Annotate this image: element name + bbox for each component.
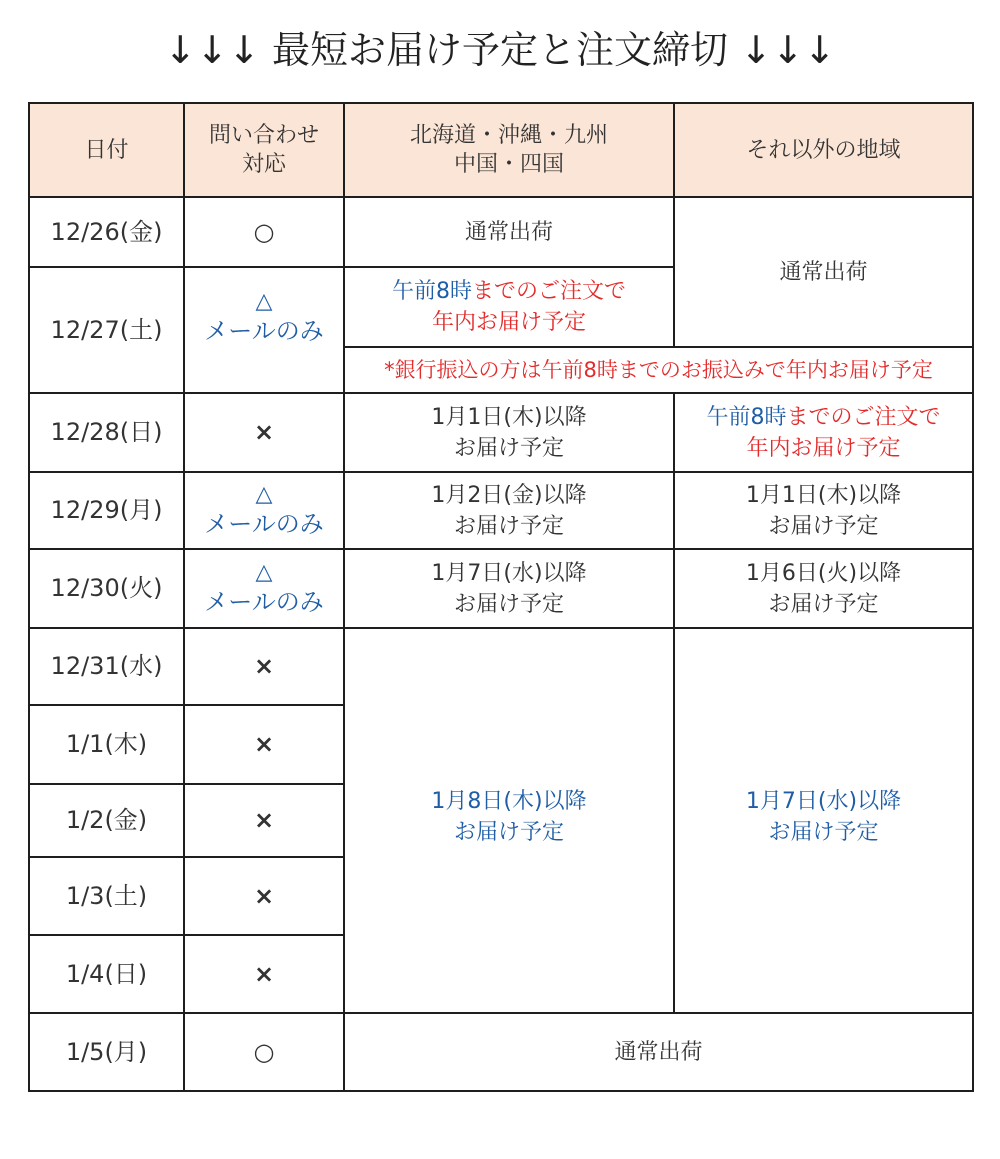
date-label: 1/2(金) [65,806,148,834]
inquiry-cell-1229 [185,473,345,550]
cutoff-line1 [392,276,626,307]
inquiry-cell-1228 [185,394,345,473]
bank-transfer-note: *銀行振込の方は午前8時までのお振込みで年内お届け予定 [384,357,933,382]
date-cell-0101 [30,706,185,785]
region-b-cell-1229 [675,473,974,550]
available-circle-icon: ○ [253,217,275,246]
inquiry-cell-0103 [185,858,345,936]
mail-only-triangle-icon: △ [255,481,273,507]
mail-only-label: メールのみ [204,317,324,345]
delivery-date-line2: お届け予定 [768,819,879,845]
header-date-cell [30,104,185,198]
date-label: 1/3(土) [65,881,148,910]
cutoff-time: 午前8時 [706,404,787,430]
date-cell-0102 [30,785,185,858]
delivery-date-line1: 1月7日(水)以降 [431,560,587,586]
unavailable-cross-icon: × [253,806,275,834]
unavailable-cross-icon: × [253,652,275,680]
date-cell-0105 [30,1014,185,1092]
date-label: 12/29(月) [50,496,163,524]
unavailable-cross-icon: × [253,730,275,758]
cutoff-suffix: までのご注文で [471,279,626,304]
page-title: ↓↓↓ 最短お届け予定と注文締切 ↓↓↓ [164,28,836,72]
cutoff-line2: 年内お届け予定 [431,310,586,335]
available-circle-icon: ○ [253,1037,275,1066]
region-a-cell-1228 [345,394,675,473]
delivery-date-line1: 1月1日(木)以降 [431,404,587,430]
bank-transfer-note-cell [345,348,974,394]
delivery-date-line1: 1月6日(火)以降 [745,560,902,586]
header-region-a-cell [345,104,675,198]
inquiry-cell-0104 [185,936,345,1014]
date-cell-1231 [30,629,185,706]
normal-shipping-text: 通常出荷 [464,219,553,245]
inquiry-cell-1231 [185,629,345,706]
date-label: 12/26(金) [50,217,163,246]
mail-only-triangle-icon: △ [255,559,273,585]
inquiry-cell-0101 [185,706,345,785]
header-region-b-cell [675,104,974,198]
unavailable-cross-icon: × [253,959,275,988]
delivery-date-line2: お届け予定 [453,591,564,617]
delivery-schedule-table [28,102,974,1092]
header-inquiry-line2: 対応 [241,152,286,177]
cutoff-line1 [706,402,940,433]
header-inquiry-cell [185,104,345,198]
date-label: 1/4(日) [65,959,148,988]
delivery-date-line1: 1月2日(金)以降 [431,482,587,508]
date-label: 12/31(水) [50,652,163,680]
mail-only-label: メールのみ [204,587,324,616]
inquiry-cell-0105 [185,1014,345,1092]
inquiry-cell-1226 [185,198,345,268]
delivery-date-line1: 1月7日(水)以降 [745,788,902,814]
unavailable-cross-icon: × [253,418,275,446]
date-cell-1229 [30,473,185,550]
date-label: 12/30(火) [50,574,163,602]
date-label: 1/5(月) [65,1037,148,1066]
header-date-label: 日付 [84,137,129,163]
region-a-cell-1229 [345,473,675,550]
delivery-date-line1: 1月1日(木)以降 [745,482,902,508]
delivery-date-line1: 1月8日(木)以降 [431,788,587,814]
inquiry-cell-0102 [185,785,345,858]
mail-only-triangle-icon: △ [255,289,273,314]
normal-shipping-text: 通常出荷 [614,1039,703,1065]
region-b-cell-1231-0104 [675,629,974,1014]
header-inquiry-line1: 問い合わせ [208,123,319,148]
cutoff-line2: 年内お届け予定 [746,435,901,461]
region-b-cell-1230 [675,550,974,629]
inquiry-cell-1227 [185,268,345,394]
date-cell-1227 [30,268,185,394]
cutoff-suffix: までのご注文で [786,404,941,430]
date-cell-1228 [30,394,185,473]
region-b-cell-1228 [675,394,974,473]
region-a-cell-1230 [345,550,675,629]
header-region-a-line2: 中国・四国 [453,152,564,177]
date-cell-1226 [30,198,185,268]
normal-shipping-text: 通常出荷 [779,259,868,285]
region-b-cell-1226-1227 [675,198,974,348]
delivery-date-line2: お届け予定 [768,513,879,539]
delivery-date-line2: お届け予定 [453,513,564,539]
cutoff-time: 午前8時 [391,279,472,304]
delivery-date-line2: お届け予定 [768,591,879,617]
date-label: 12/28(日) [50,418,163,446]
delivery-date-line2: お届け予定 [453,819,564,845]
header-region-b-label: それ以外の地域 [746,137,901,163]
date-cell-0104 [30,936,185,1014]
date-cell-0103 [30,858,185,936]
region-a-cell-1226 [345,198,675,268]
header-region-a-line1: 北海道・沖縄・九州 [409,123,608,148]
delivery-date-line2: お届け予定 [453,435,564,461]
all-regions-cell-0105 [345,1014,974,1092]
mail-only-label: メールのみ [204,509,324,538]
region-a-cell-1231-0104 [345,629,675,1014]
region-a-cell-1227 [345,268,675,348]
date-label: 1/1(木) [65,730,148,758]
inquiry-cell-1230 [185,550,345,629]
unavailable-cross-icon: × [253,881,275,910]
date-cell-1230 [30,550,185,629]
date-label: 12/27(土) [50,315,163,344]
